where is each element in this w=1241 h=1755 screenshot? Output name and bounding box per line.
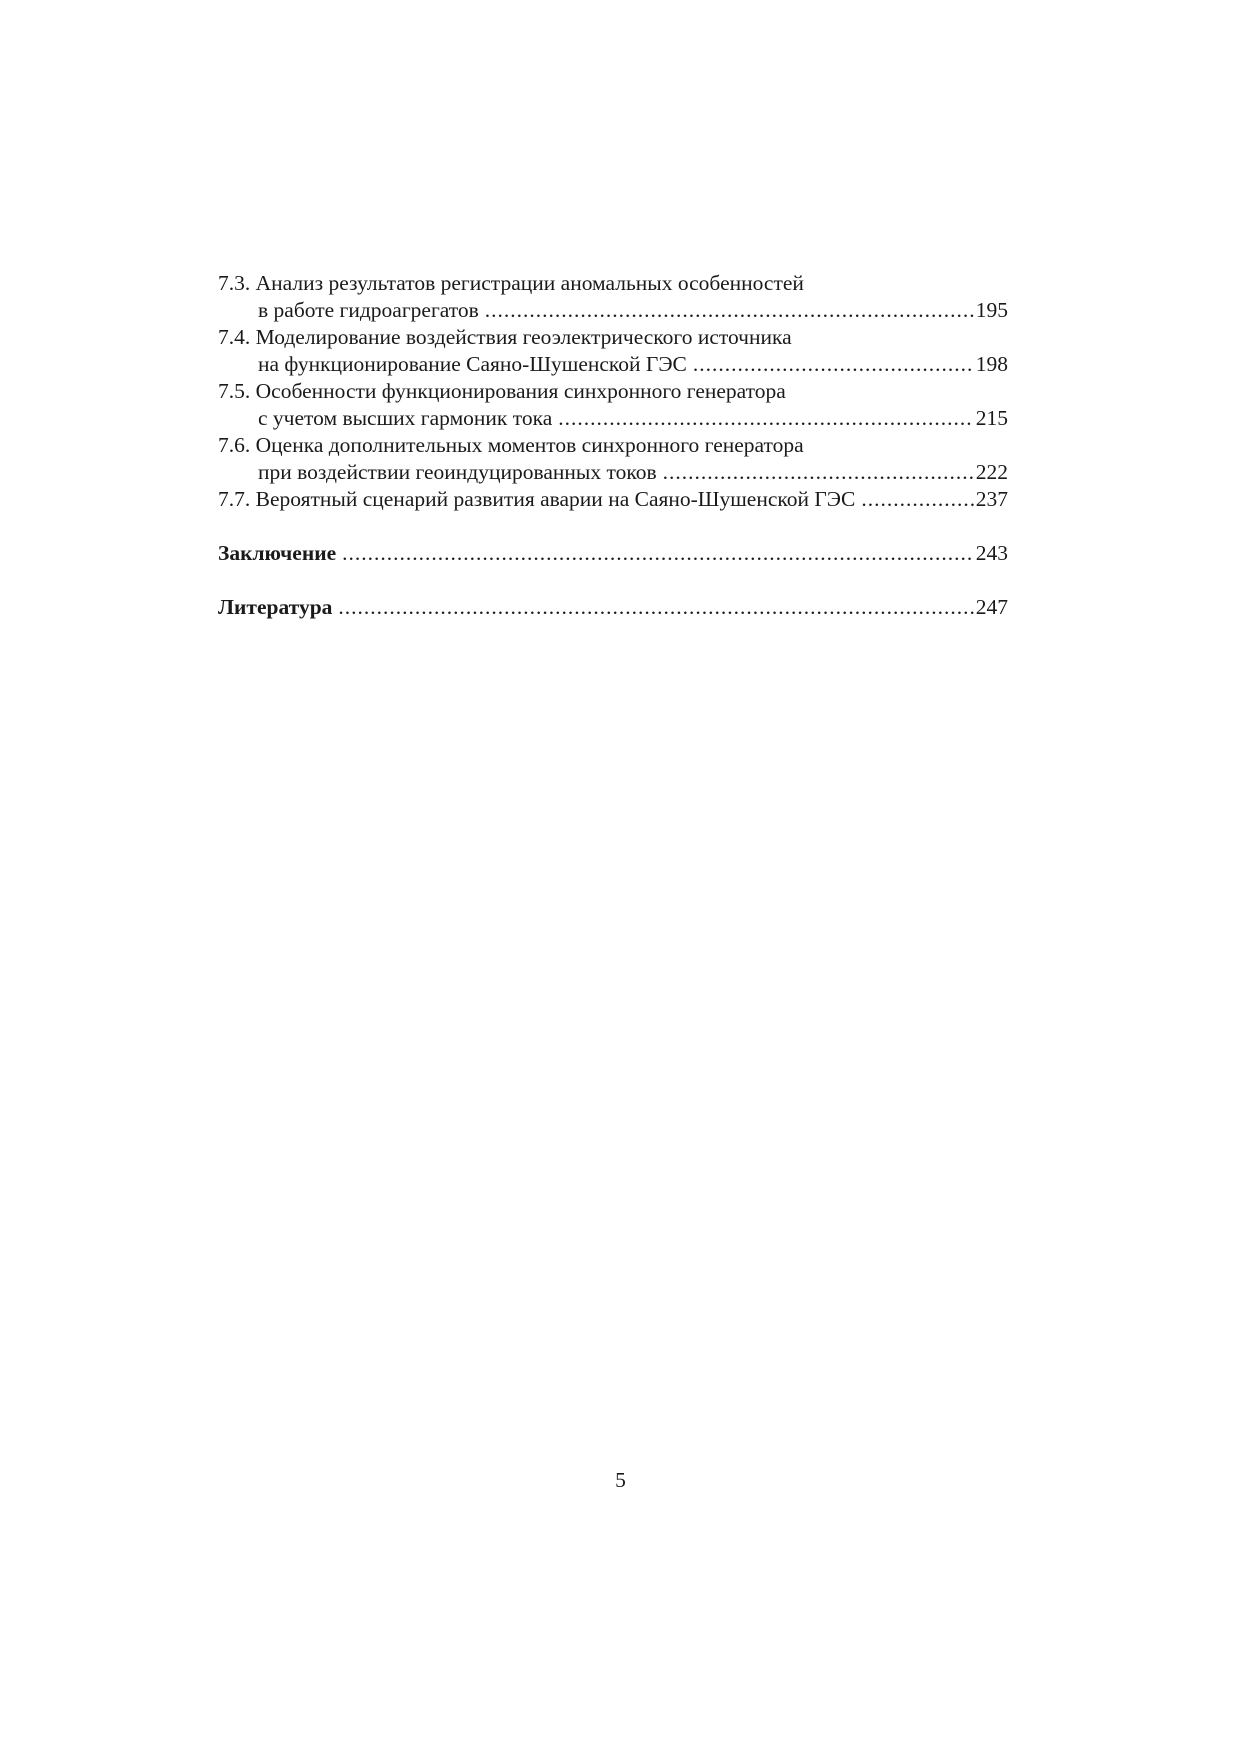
toc-page-number: 243: [975, 541, 1008, 565]
toc-entry-conclusion: [218, 540, 1008, 567]
table-of-contents: [218, 270, 1008, 621]
toc-entry-literature: [218, 594, 1008, 621]
dot-leader: [861, 486, 973, 513]
toc-page-number: 247: [975, 595, 1008, 619]
toc-entry-7-6: [218, 432, 1008, 486]
dot-leader: [338, 594, 973, 621]
dot-leader: [342, 540, 974, 567]
toc-page-number: 222: [975, 460, 1008, 484]
toc-entry-7-7: [218, 486, 1008, 513]
toc-entry-title-continued: при воздействии геоиндуцированных токов: [258, 460, 657, 484]
toc-entry-title: 7.7. Вероятный сценарий развития аварии на Саяно-Шушенской ГЭС: [218, 487, 856, 511]
page-number: 5: [615, 1468, 626, 1492]
toc-entry-title-continued: с учетом высших гармоник тока: [258, 406, 553, 430]
toc-page-number: 237: [975, 487, 1008, 511]
dot-leader: [558, 405, 973, 432]
dot-leader: [693, 351, 974, 378]
toc-entry-title: 7.3. Анализ результатов регистрации аномальных особенностей: [218, 271, 804, 295]
toc-entry-title: 7.4. Моделирование воздействия геоэлектрического источника: [218, 325, 792, 349]
toc-page-number: 198: [975, 352, 1008, 376]
toc-page-number: 195: [975, 298, 1008, 322]
toc-entry-title-continued: в работе гидроагрегатов: [258, 298, 479, 322]
toc-entry-title: 7.5. Особенности функционирования синхронного генератора: [218, 379, 786, 403]
dot-leader: [663, 459, 974, 486]
dot-leader: [485, 297, 974, 324]
toc-entry-7-3: [218, 270, 1008, 324]
toc-page-number: 215: [975, 406, 1008, 430]
toc-entry-title: Литература: [218, 595, 333, 619]
toc-entry-title: Заключение: [218, 541, 337, 565]
toc-entry-title-continued: на функционирование Саяно-Шушенской ГЭС: [258, 352, 687, 376]
toc-entry-7-4: [218, 324, 1008, 378]
toc-entry-7-5: [218, 378, 1008, 432]
toc-entry-title: 7.6. Оценка дополнительных моментов синхронного генератора: [218, 433, 804, 457]
